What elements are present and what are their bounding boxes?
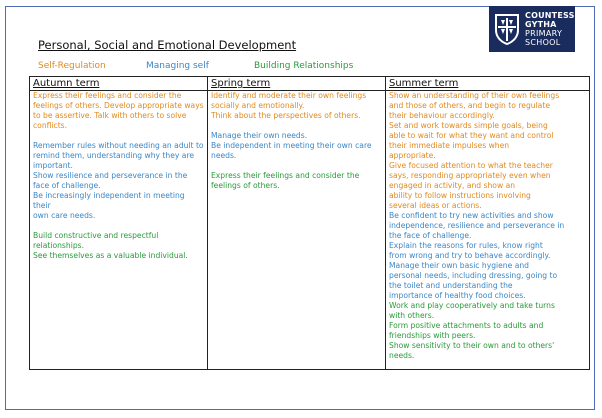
- spacer: [211, 161, 382, 171]
- page-title: Personal, Social and Emotional Development: [38, 38, 297, 52]
- autumn-goal-line: Show resilience and perseverance in the: [33, 171, 188, 180]
- summer-goal-line: Be confident to try new activities and show: [389, 211, 554, 220]
- summer-goal-line: their behaviour accordingly.: [389, 111, 495, 120]
- autumn-goal-line: feelings of others. Develop appropriate ways: [33, 101, 204, 110]
- logo-line-3: PRIMARY: [525, 29, 563, 38]
- logo-line-4: SCHOOL: [525, 38, 561, 47]
- spring-goal-line: Identify and moderate their own feelings: [211, 91, 367, 100]
- logo-line-2: GYTHA: [525, 20, 557, 29]
- spring-goal-line: Be independent in meeting their own care: [211, 141, 372, 150]
- summer-goal-line: several ideas or actions.: [389, 201, 482, 210]
- summer-goal-line: friendships with peers.: [389, 331, 476, 340]
- autumn-goal-line: Remember rules without needing an adult to: [33, 141, 204, 150]
- spring-goal-line: Manage their own needs.: [211, 131, 308, 140]
- spring-goal-line: feelings of others.: [211, 181, 280, 190]
- aspect-self-regulation: Self-Regulation: [38, 61, 106, 71]
- summer-goal-line: importance of healthy food choices.: [389, 291, 526, 300]
- summer-goal-line: Work and play cooperatively and take turns: [389, 301, 555, 310]
- spring-goal-line: needs.: [211, 151, 237, 160]
- autumn-goal-line: important.: [33, 161, 73, 170]
- summer-goal-line: independence, resilience and perseverance in: [389, 221, 565, 230]
- summer-goal-line: says, responding appropriately even when: [389, 171, 551, 180]
- autumn-goal-line: Build constructive and respectful: [33, 231, 159, 240]
- autumn-term-heading: Autumn term: [30, 77, 208, 91]
- autumn-goal-line: Be increasingly independent in meeting their: [33, 191, 185, 210]
- autumn-goal-line: remind them, understanding why they are: [33, 151, 195, 160]
- summer-goal-line: and those of others, and begin to regulate: [389, 101, 550, 110]
- aspect-managing-self: Managing self: [146, 61, 209, 71]
- school-logo: [489, 6, 575, 52]
- spacer: [33, 221, 204, 231]
- autumn-goal-line: own care needs.: [33, 211, 96, 220]
- summer-goal-line: Show an understanding of their own feelings: [389, 91, 560, 100]
- summer-goal-line: able to wait for what they want and control: [389, 131, 554, 140]
- aspect-building-relationships: Building Relationships: [254, 61, 354, 71]
- summer-goal-line: with others.: [389, 311, 435, 320]
- summer-goal-line: the face of challenge.: [389, 231, 472, 240]
- autumn-goal-line: See themselves as a valuable individual.: [33, 251, 188, 260]
- terms-content-row: [30, 91, 590, 370]
- summer-goal-line: ability to follow instructions involving: [389, 191, 531, 200]
- summer-goal-line: Give focused attention to what the teacher: [389, 161, 553, 170]
- summer-goal-line: Form positive attachments to adults and: [389, 321, 544, 330]
- autumn-goal-line: Express their feelings and consider the: [33, 91, 182, 100]
- autumn-goal-line: conflicts.: [33, 121, 68, 130]
- terms-table: [29, 76, 590, 370]
- spring-goal-line: Think about the perspectives of others.: [211, 111, 361, 120]
- terms-header-row: [30, 77, 590, 91]
- autumn-goal-line: to be assertive. Talk with others to solve: [33, 111, 187, 120]
- spring-term-cell: [208, 91, 386, 370]
- summer-goal-line: from wrong and try to behave accordingly.: [389, 251, 551, 260]
- summer-goal-line: engaged in activity, and show an: [389, 181, 516, 190]
- spring-goal-line: Express their feelings and consider the: [211, 171, 360, 180]
- summer-goal-line: Explain the reasons for rules, know right: [389, 241, 543, 250]
- autumn-goal-line: relationships.: [33, 241, 85, 250]
- summer-goal-line: Manage their own basic hygiene and: [389, 261, 529, 270]
- summer-term-cell: [386, 91, 590, 370]
- summer-goal-line: Set and work towards simple goals, being: [389, 121, 548, 130]
- school-crest-icon: [493, 11, 521, 47]
- summer-term-heading: Summer term: [386, 77, 590, 91]
- spacer: [211, 121, 382, 131]
- autumn-goal-line: face of challenge.: [33, 181, 101, 190]
- summer-goal-line: needs.: [389, 351, 415, 360]
- spring-goal-line: socially and emotionally.: [211, 101, 305, 110]
- summer-goal-line: appropriate.: [389, 151, 436, 160]
- summer-goal-line: the toilet and understanding the: [389, 281, 513, 290]
- autumn-term-cell: [30, 91, 208, 370]
- spacer: [33, 131, 204, 141]
- summer-goal-line: Show sensitivity to their own and to others': [389, 341, 555, 350]
- summer-goal-line: personal needs, including dressing, going to: [389, 271, 558, 280]
- summer-goal-line: their immediate impulses when: [389, 141, 510, 150]
- logo-line-1: COUNTESS: [525, 11, 575, 20]
- spring-term-heading: Spring term: [208, 77, 386, 91]
- logo-text: [525, 11, 575, 47]
